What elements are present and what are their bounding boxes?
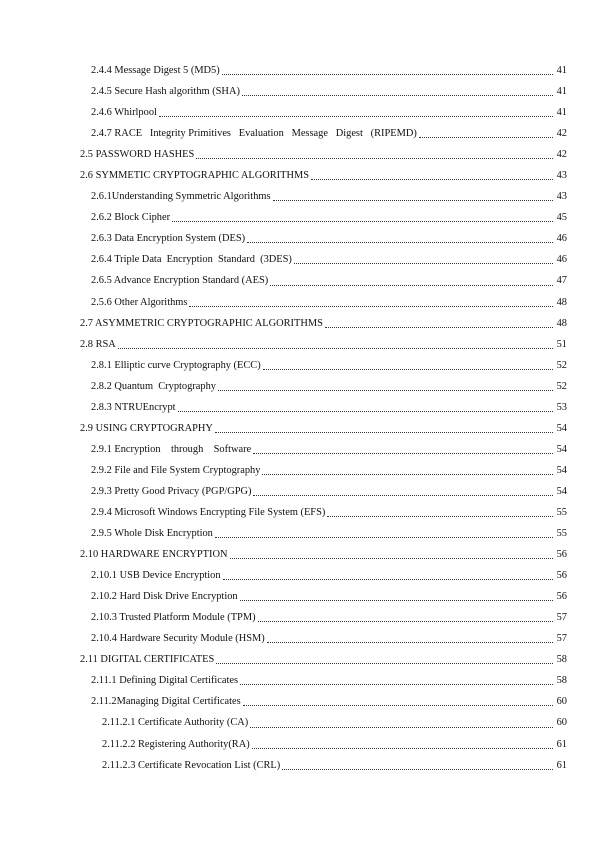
- toc-entry-title: 2.4.4 Message Digest 5 (MD5): [91, 65, 220, 77]
- toc-entry[interactable]: [0, 439, 595, 460]
- toc-entry-title: 2.6.1Understanding Symmetric Algorithms: [91, 191, 271, 203]
- toc-entry[interactable]: [0, 586, 595, 607]
- dot-leader: [327, 515, 553, 517]
- toc-entry-title: 2.4.5 Secure Hash algorithm (SHA): [91, 86, 240, 98]
- toc-entry[interactable]: [0, 397, 595, 418]
- toc-entry[interactable]: [0, 270, 595, 291]
- toc-entry[interactable]: [0, 228, 595, 249]
- toc-entry[interactable]: [0, 60, 595, 81]
- toc-entry-page-number: 41: [556, 86, 567, 98]
- toc-entry-title: 2.9.5 Whole Disk Encryption: [91, 528, 213, 540]
- dot-leader: [218, 389, 553, 391]
- toc-entry-page-number: 45: [556, 212, 567, 224]
- toc-entry-page-number: 55: [556, 528, 567, 540]
- toc-entry-page-number: 41: [556, 65, 567, 77]
- dot-leader: [270, 284, 553, 286]
- toc-entry[interactable]: [0, 691, 595, 712]
- dot-leader: [189, 305, 553, 307]
- toc-entry-page-number: 54: [556, 485, 567, 497]
- toc-entry[interactable]: [0, 523, 595, 544]
- toc-entry[interactable]: [0, 544, 595, 565]
- toc-entry-page-number: 57: [556, 633, 567, 645]
- toc-entry[interactable]: [0, 292, 595, 313]
- dot-leader: [243, 704, 553, 706]
- toc-entry-title: 2.11.2.2 Registering Authority(RA): [102, 738, 250, 750]
- toc-entry-page-number: 52: [556, 380, 567, 392]
- toc-entry-title: 2.4.6 Whirlpool: [91, 107, 157, 119]
- toc-entry-title: 2.6.2 Block Cipher: [91, 212, 171, 224]
- toc-entry-page-number: 60: [556, 696, 567, 708]
- dot-leader: [253, 494, 553, 496]
- toc-entry-title: 2.8.3 NTRUEncrypt: [91, 401, 176, 413]
- toc-entry-title: 2.8.2 Quantum Cryptography: [91, 380, 216, 392]
- dot-leader: [273, 199, 553, 201]
- dot-leader: [230, 557, 554, 559]
- toc-entry-title: 2.10.2 Hard Disk Drive Encryption: [91, 591, 238, 603]
- toc-entry-page-number: 47: [556, 275, 567, 287]
- dot-leader: [215, 431, 553, 433]
- toc-entry-title: 2.11.2.3 Certificate Revocation List (CRL): [102, 759, 281, 771]
- toc-entry[interactable]: [0, 81, 595, 102]
- toc-entry[interactable]: [0, 186, 595, 207]
- toc-entry-title: 2.9.3 Pretty Good Privacy (PGP/GPG): [91, 485, 252, 497]
- toc-entry[interactable]: [0, 712, 595, 733]
- toc-entry-page-number: 57: [556, 612, 567, 624]
- toc-entry[interactable]: [0, 165, 595, 186]
- dot-leader: [258, 620, 553, 622]
- toc-entry-page-number: 43: [556, 170, 567, 182]
- toc-entry[interactable]: [0, 313, 595, 334]
- toc-entry-page-number: 48: [556, 317, 567, 329]
- dot-leader: [223, 578, 553, 580]
- dot-leader: [267, 641, 553, 643]
- toc-entry-title: 2.9 USING CRYPTOGRAPHY: [80, 422, 213, 434]
- dot-leader: [178, 410, 553, 412]
- toc-entry-title: 2.4.7 RACE Integrity Primitives Evaluation Message Digest (RIPEMD): [91, 128, 417, 140]
- dot-leader: [263, 368, 553, 370]
- toc-entry-page-number: 61: [556, 759, 567, 771]
- toc-entry-page-number: 52: [556, 359, 567, 371]
- toc-entry[interactable]: [0, 102, 595, 123]
- toc-entry-page-number: 46: [556, 233, 567, 245]
- toc-entry[interactable]: [0, 123, 595, 144]
- toc-entry-page-number: 41: [556, 107, 567, 119]
- dot-leader: [172, 220, 553, 222]
- dot-leader: [325, 326, 553, 328]
- toc-entry-title: 2.10.3 Trusted Platform Module (TPM): [91, 612, 256, 624]
- dot-leader: [252, 747, 553, 749]
- toc-entry-page-number: 61: [556, 738, 567, 750]
- toc-entry-title: 2.6.4 Triple Data Encryption Standard (3DES): [91, 254, 292, 266]
- dot-leader: [216, 662, 553, 664]
- toc-entry-title: 2.5 PASSWORD HASHES: [80, 149, 195, 161]
- dot-leader: [222, 73, 553, 75]
- dot-leader: [250, 726, 553, 728]
- toc-entry-title: 2.10.4 Hardware Security Module (HSM): [91, 633, 265, 645]
- toc-entry-title: 2.8 RSA: [80, 338, 116, 350]
- dot-leader: [253, 452, 553, 454]
- dot-leader: [242, 94, 553, 96]
- toc-entry-page-number: 60: [556, 717, 567, 729]
- toc-entry[interactable]: [0, 565, 595, 586]
- toc-entry[interactable]: [0, 460, 595, 481]
- toc-entry-page-number: 56: [556, 549, 567, 561]
- toc-entry[interactable]: [0, 670, 595, 691]
- dot-leader: [262, 473, 553, 475]
- dot-leader: [419, 136, 553, 138]
- toc-entry[interactable]: [0, 249, 595, 270]
- dot-leader: [240, 683, 553, 685]
- toc-entry[interactable]: [0, 481, 595, 502]
- toc-entry-page-number: 54: [556, 464, 567, 476]
- toc-entry-title: 2.7 ASYMMETRIC CRYPTOGRAPHIC ALGORITHMS: [80, 317, 323, 329]
- toc-entry-page-number: 46: [556, 254, 567, 266]
- toc-entry-title: 2.6 SYMMETIC CRYPTOGRAPHIC ALGORITHMS: [80, 170, 310, 182]
- toc-entry-page-number: 55: [556, 507, 567, 518]
- toc-entry-page-number: 58: [556, 675, 567, 687]
- toc-entry-page-number: 56: [556, 591, 567, 603]
- dot-leader: [215, 536, 553, 538]
- toc-entry-title: 2.9.2 File and File System Cryptography: [91, 464, 261, 476]
- table-of-contents: [0, 60, 595, 776]
- dot-leader: [294, 262, 553, 264]
- dot-leader: [311, 178, 553, 180]
- toc-entry-page-number: 58: [556, 654, 567, 666]
- toc-entry-title: 2.9.4 Microsoft Windows Encrypting File System (EFS): [91, 507, 326, 518]
- toc-entry-page-number: 54: [556, 422, 567, 434]
- toc-entry[interactable]: [0, 376, 595, 397]
- toc-entry[interactable]: [0, 355, 595, 376]
- toc-entry-page-number: 43: [556, 191, 567, 203]
- toc-entry-page-number: 51: [556, 338, 567, 350]
- toc-entry-page-number: 54: [556, 443, 567, 455]
- dot-leader: [159, 115, 553, 117]
- toc-entry-title: 2.11.2.1 Certificate Authority (CA): [102, 717, 249, 729]
- toc-entry[interactable]: [0, 755, 595, 776]
- toc-entry-title: 2.10.1 USB Device Encryption: [91, 570, 221, 582]
- dot-leader: [196, 157, 553, 159]
- toc-entry[interactable]: [0, 628, 595, 649]
- toc-entry[interactable]: [0, 334, 595, 355]
- dot-leader: [118, 347, 553, 349]
- toc-entry[interactable]: [0, 207, 595, 228]
- toc-entry-page-number: 42: [556, 128, 567, 140]
- toc-entry[interactable]: [0, 502, 595, 523]
- toc-entry-title: 2.6.3 Data Encryption System (DES): [91, 233, 246, 245]
- dot-leader: [282, 768, 553, 770]
- toc-entry-title: 2.11 DIGITAL CERTIFICATES: [80, 654, 215, 666]
- toc-entry[interactable]: [0, 734, 595, 755]
- toc-entry-title: 2.11.2Managing Digital Certificates: [91, 696, 241, 708]
- toc-entry[interactable]: [0, 607, 595, 628]
- toc-entry-title: 2.10 HARDWARE ENCRYPTION: [80, 549, 228, 561]
- toc-entry-title: 2.6.5 Advance Encryption Standard (AES): [91, 275, 269, 287]
- dot-leader: [240, 599, 553, 601]
- toc-entry[interactable]: [0, 649, 595, 670]
- toc-entry-title: 2.11.1 Defining Digital Certificates: [91, 675, 239, 687]
- dot-leader: [247, 241, 553, 243]
- toc-entry-page-number: 53: [556, 401, 567, 413]
- toc-entry-title: 2.8.1 Elliptic curve Cryptography (ECC): [91, 359, 261, 371]
- toc-entry[interactable]: [0, 144, 595, 165]
- toc-entry-title: 2.9.1 Encryption through Software: [91, 443, 252, 455]
- toc-entry-page-number: 48: [556, 296, 567, 308]
- toc-entry-page-number: 56: [556, 570, 567, 582]
- toc-entry[interactable]: [0, 418, 595, 439]
- toc-entry-title: 2.5.6 Other Algorithms: [91, 296, 188, 308]
- toc-entry-page-number: 42: [556, 149, 567, 161]
